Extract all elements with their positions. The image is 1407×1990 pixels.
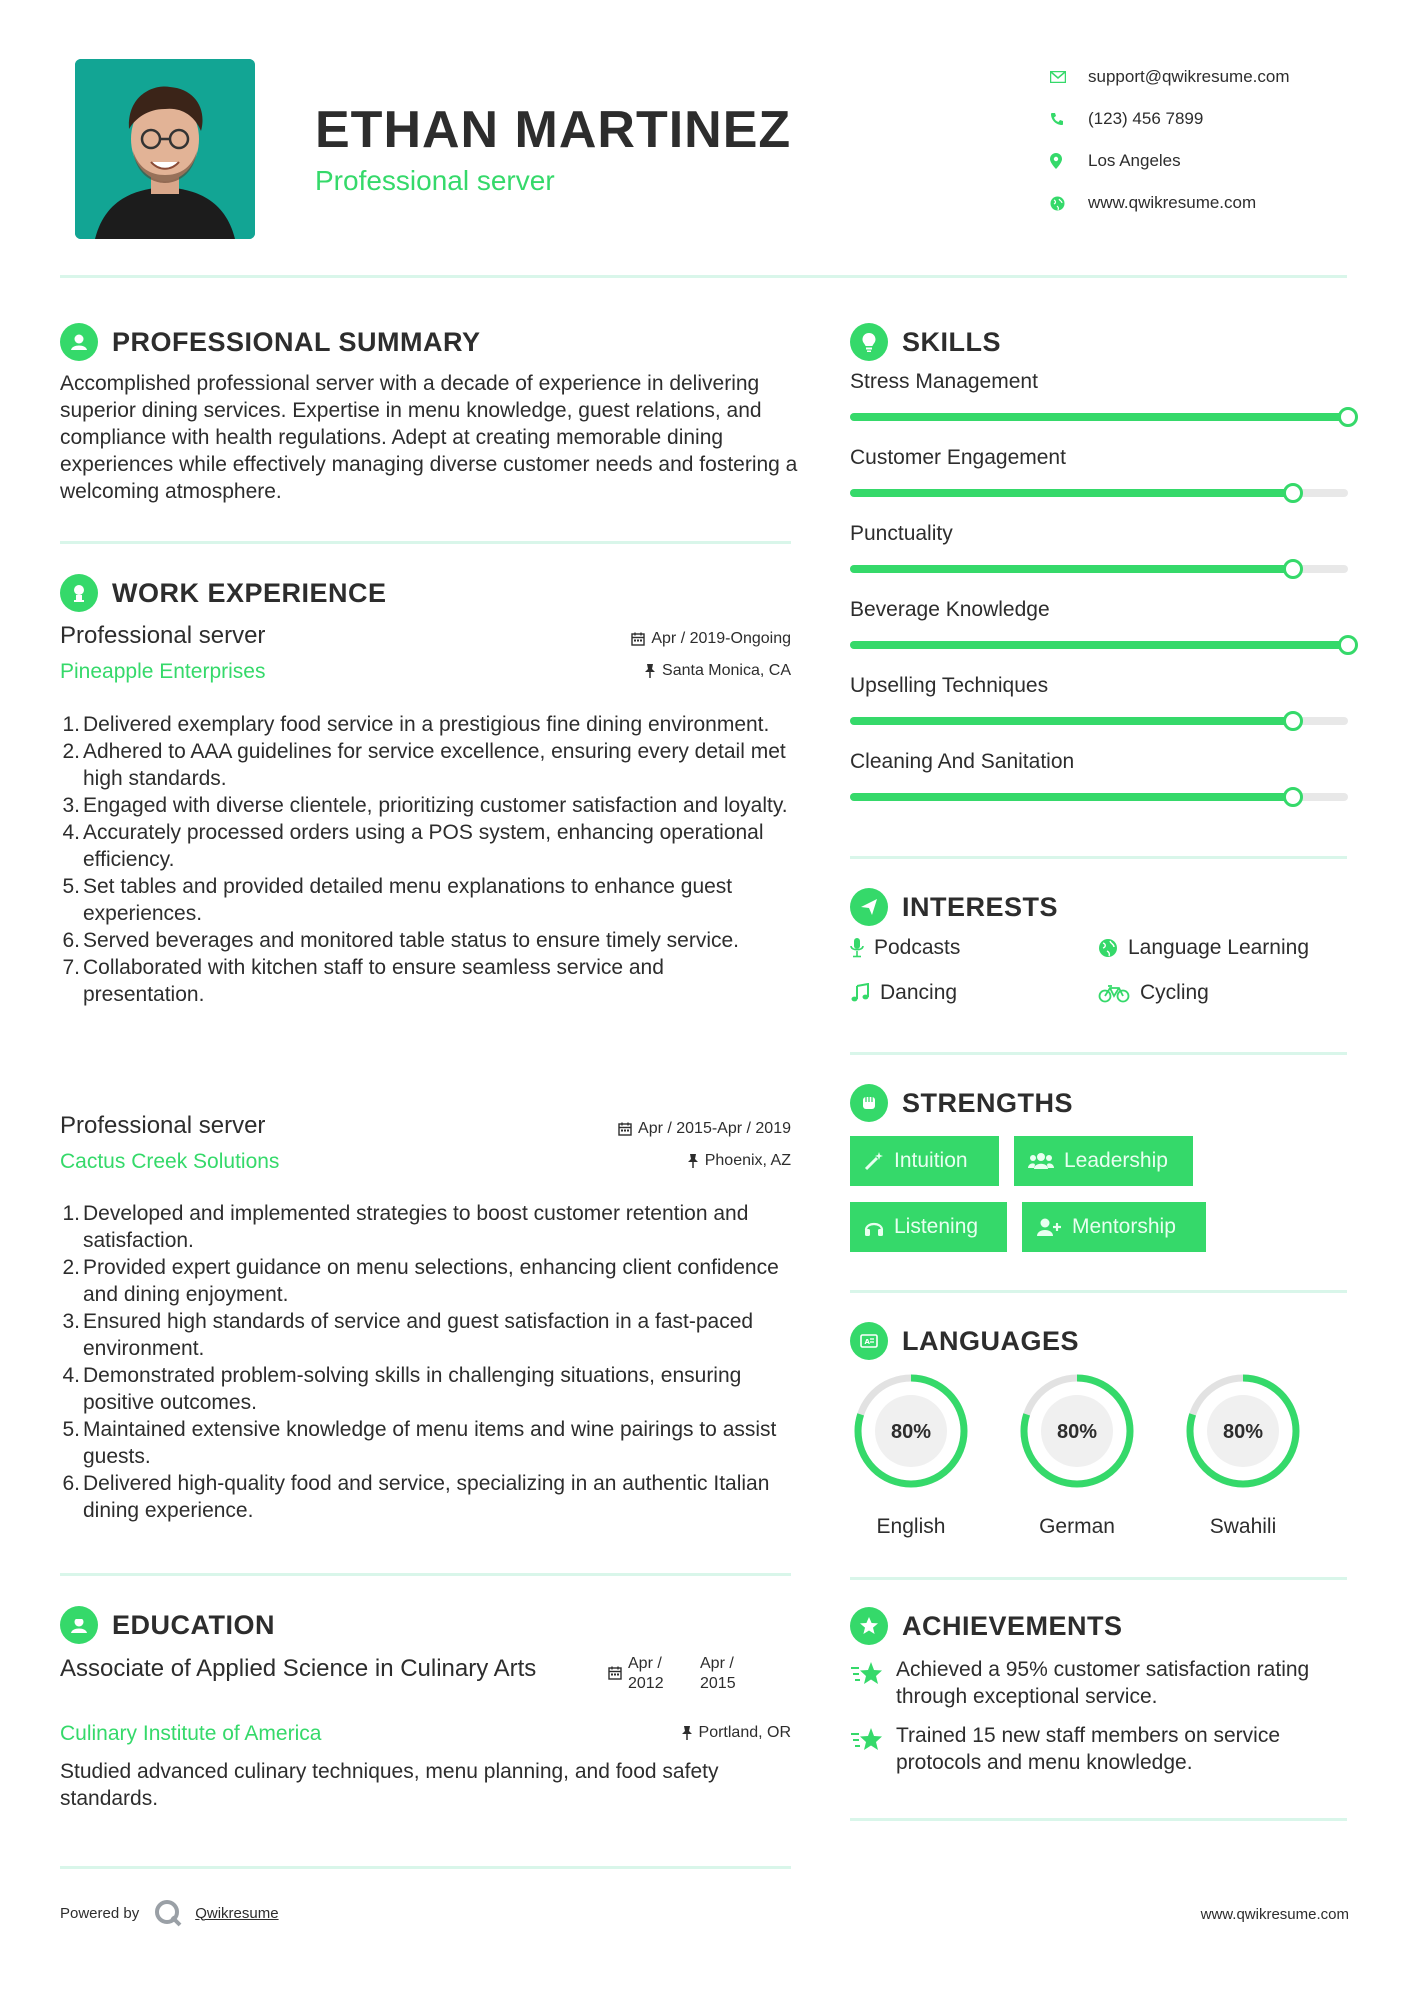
calendar-icon	[608, 1666, 622, 1680]
fist-icon	[850, 1084, 888, 1122]
globe-icon	[1050, 196, 1088, 211]
language-label: Swahili	[1209, 1515, 1277, 1538]
list-item: 1. Developed and implemented strategies to boost customer retention and satisfaction.	[62, 1202, 749, 1252]
magic-wand-icon	[864, 1151, 884, 1171]
language-label: German	[1039, 1515, 1115, 1538]
achievements-header	[850, 1607, 1123, 1645]
skill-item	[850, 446, 1350, 470]
achievement-text: Achieved a 95% customer satisfaction rating through exceptional service.	[896, 1658, 1310, 1708]
music-icon	[850, 983, 870, 1003]
job-entry	[60, 1110, 791, 1524]
education-location-text: Portland, OR	[698, 1724, 791, 1741]
list-item: 6. Delivered high-quality food and service, specializing in an authentic Italian dining experience.	[62, 1472, 770, 1522]
education-divider	[60, 1866, 791, 1869]
job-dates-text: Apr / 2019-Ongoing	[651, 630, 791, 647]
strength-chip	[1014, 1136, 1193, 1186]
skills-divider	[850, 856, 1347, 859]
job-bullets	[60, 1200, 791, 1524]
candidate-role: Professional server	[315, 165, 555, 196]
footer-powered-label: Powered by	[60, 1904, 140, 1922]
skill-label: Cleaning And Sanitation	[850, 750, 1075, 773]
contact-website-text: www.qwikresume.com	[1088, 193, 1257, 212]
interest-label: Language Learning	[1128, 936, 1310, 959]
job-title: Professional server	[60, 622, 266, 649]
interest-label: Cycling	[1140, 981, 1209, 1004]
contact-email-text: support@qwikresume.com	[1088, 67, 1290, 86]
education-dates	[608, 1654, 750, 1694]
list-item: 2. Adhered to AAA guidelines for service excellence, ensuring every detail met high standards.	[62, 740, 786, 790]
experience-header	[60, 574, 387, 612]
skill-bar-knob	[1283, 711, 1303, 731]
contact-phone-text: (123) 456 7899	[1088, 109, 1204, 128]
job-title: Professional server	[60, 1112, 266, 1139]
pushpin-icon	[644, 664, 656, 678]
user-icon	[60, 323, 98, 361]
user-plus-icon	[1036, 1217, 1062, 1237]
list-item: 1. Delivered exemplary food service in a prestigious fine dining environment.	[62, 713, 770, 736]
skill-bar-track	[850, 565, 1348, 573]
calendar-icon	[631, 632, 645, 646]
graduation-icon	[60, 1606, 98, 1644]
language-ring	[846, 1366, 976, 1496]
strengths-title: STRENGTHS	[902, 1087, 1074, 1118]
skill-bar-fill	[850, 641, 1348, 649]
footer-brand-link[interactable]: Qwikresume	[195, 1904, 279, 1922]
skill-bar-track	[850, 717, 1348, 725]
skill-bar-fill	[850, 489, 1293, 497]
education-degree: Associate of Applied Science in Culinary Arts	[60, 1655, 537, 1682]
list-item: 5. Maintained extensive knowledge of menu items and wine pairings to assist guests.	[62, 1418, 777, 1468]
footer-url[interactable]: www.qwikresume.com	[1200, 1906, 1349, 1923]
job-location	[644, 662, 791, 680]
map-pin-icon	[1050, 153, 1088, 169]
skill-bar-knob	[1338, 407, 1358, 427]
list-item: 3. Engaged with diverse clientele, prioritizing customer satisfaction and loyalty.	[62, 794, 788, 817]
list-item: 4. Demonstrated problem-solving skills in challenging situations, ensuring positive outcomes.	[62, 1364, 742, 1414]
job-company: Pineapple Enterprises	[60, 660, 266, 683]
paper-plane-icon	[850, 888, 888, 926]
experience-divider	[60, 1573, 791, 1576]
skill-bar-track	[850, 793, 1348, 801]
contact-email[interactable]	[1050, 56, 1380, 98]
strength-label: Mentorship	[1072, 1215, 1176, 1238]
interest-item	[1098, 981, 1209, 1005]
language-ring	[1178, 1366, 1308, 1496]
strengths-header	[850, 1084, 1073, 1122]
header-divider	[60, 275, 1347, 278]
skill-bar-fill	[850, 413, 1348, 421]
strength-chip	[850, 1202, 1007, 1252]
list-item: 3. Ensured high standards of service and guest satisfaction in a fast-paced environment.	[62, 1310, 754, 1360]
job-bullets	[60, 711, 791, 1008]
skill-item	[850, 750, 1350, 774]
language-ring	[1012, 1366, 1142, 1496]
skill-bar-track	[850, 413, 1348, 421]
strengths-divider	[850, 1290, 1347, 1293]
interest-label: Dancing	[880, 981, 958, 1004]
skill-label: Upselling Techniques	[850, 674, 1049, 697]
globe-icon	[1098, 938, 1118, 958]
svg-text:A: A	[864, 1338, 870, 1346]
avatar	[75, 59, 255, 239]
skill-label: Punctuality	[850, 522, 953, 545]
phone-icon	[1050, 112, 1088, 126]
star-award-icon	[850, 1660, 886, 1688]
interests-title: INTERESTS	[902, 891, 1059, 922]
achievement-item	[850, 1722, 1350, 1776]
skill-bar-fill	[850, 717, 1293, 725]
language-item	[1012, 1366, 1142, 1539]
briefcase-icon	[60, 574, 98, 612]
achievements-divider	[850, 1818, 1347, 1821]
education-end: Apr / 2015	[700, 1655, 736, 1692]
language-percent: 80%	[1056, 1421, 1098, 1443]
education-start: Apr / 2012	[628, 1655, 664, 1692]
job-dates-text: Apr / 2015-Apr / 2019	[638, 1120, 791, 1137]
job-location-text: Phoenix, AZ	[704, 1152, 791, 1169]
skill-bar-track	[850, 489, 1348, 497]
summary-header	[60, 323, 481, 361]
job-location	[687, 1152, 791, 1170]
skill-item	[850, 522, 1350, 546]
education-school: Culinary Institute of America	[60, 1722, 322, 1745]
experience-title: WORK EXPERIENCE	[112, 577, 387, 608]
skill-bar-knob	[1338, 635, 1358, 655]
job-entry	[60, 620, 791, 1008]
lightbulb-icon	[850, 323, 888, 361]
skill-label: Stress Management	[850, 370, 1038, 393]
education-entry	[60, 1654, 791, 1810]
interest-label: Podcasts	[874, 936, 961, 959]
skill-item	[850, 598, 1350, 622]
strength-label: Leadership	[1064, 1149, 1168, 1172]
skill-item	[850, 674, 1350, 698]
achievement-item	[850, 1656, 1350, 1710]
skill-bar-knob	[1283, 483, 1303, 503]
summary-text: Accomplished professional server with a decade of experience in delivering superior dining services. Expertise in menu knowledge, guest relations, and compliance with health regulations. Adept at creating memorable dining experiences while effectively managing diverse customer needs and fostering a welcoming atmosphere.	[60, 372, 798, 503]
skill-bar-fill	[850, 565, 1293, 573]
candidate-name: ETHAN MARTINEZ	[315, 101, 792, 159]
education-location	[681, 1724, 791, 1742]
contact-list	[1050, 56, 1380, 224]
language-label: English	[876, 1515, 946, 1538]
summary-divider	[60, 541, 791, 544]
job-company: Cactus Creek Solutions	[60, 1150, 280, 1173]
users-icon	[1028, 1151, 1054, 1171]
list-item: 2. Provided expert guidance on menu selections, enhancing client confidence and dining enjoyment.	[62, 1256, 779, 1306]
list-item: 6. Served beverages and monitored table status to ensure timely service.	[62, 929, 740, 952]
skill-bar-track	[850, 641, 1348, 649]
languages-title: LANGUAGES	[902, 1325, 1080, 1356]
list-item: 5. Set tables and provided detailed menu explanations to enhance guest experiences.	[62, 875, 733, 925]
skill-label: Customer Engagement	[850, 446, 1066, 469]
star-icon	[850, 1607, 888, 1645]
job-dates	[618, 1120, 791, 1138]
strength-label: Listening	[894, 1215, 979, 1238]
headphones-icon	[864, 1217, 884, 1237]
envelope-icon	[1050, 71, 1088, 83]
skill-label: Beverage Knowledge	[850, 598, 1050, 621]
skills-header	[850, 323, 1001, 361]
interests-header	[850, 888, 1058, 926]
languages-divider	[850, 1577, 1347, 1580]
calendar-icon	[618, 1122, 632, 1136]
contact-location	[1050, 140, 1380, 182]
skill-bar-fill	[850, 793, 1293, 801]
language-icon	[850, 1322, 888, 1360]
pushpin-icon	[681, 1726, 693, 1740]
achievement-text: Trained 15 new staff members on service protocols and menu knowledge.	[896, 1724, 1281, 1774]
achievements-title: ACHIEVEMENTS	[902, 1610, 1123, 1641]
job-dates	[631, 630, 791, 648]
skills-title: SKILLS	[902, 326, 1002, 357]
skill-bar-knob	[1283, 787, 1303, 807]
job-location-text: Santa Monica, CA	[662, 662, 791, 679]
education-header	[60, 1606, 275, 1644]
strength-label: Intuition	[894, 1149, 968, 1172]
language-item	[846, 1366, 976, 1539]
language-item	[1178, 1366, 1308, 1539]
footer-powered-by	[60, 1898, 279, 1928]
skill-item	[850, 370, 1350, 394]
summary-title: PROFESSIONAL SUMMARY	[112, 326, 481, 357]
microphone-icon	[850, 938, 864, 958]
strength-chip	[850, 1136, 999, 1186]
interest-item	[1098, 936, 1309, 960]
interest-item	[850, 981, 957, 1005]
interests-divider	[850, 1052, 1347, 1055]
languages-header	[850, 1322, 1079, 1360]
language-percent: 80%	[890, 1421, 932, 1443]
strength-chip	[1022, 1202, 1206, 1252]
list-item: 4. Accurately processed orders using a POS system, enhancing operational efficiency.	[62, 821, 764, 871]
qwikresume-logo-icon	[153, 1898, 183, 1928]
education-description: Studied advanced culinary techniques, menu planning, and food safety standards.	[60, 1760, 719, 1810]
contact-phone[interactable]	[1050, 98, 1380, 140]
education-title: EDUCATION	[112, 1609, 275, 1640]
bicycle-icon	[1098, 983, 1130, 1003]
contact-location-text: Los Angeles	[1088, 151, 1181, 170]
interest-item	[850, 936, 960, 960]
contact-website[interactable]	[1050, 182, 1380, 224]
star-award-icon	[850, 1726, 886, 1754]
list-item: 7. Collaborated with kitchen staff to ensure seamless service and presentation.	[62, 956, 664, 1006]
language-percent: 80%	[1222, 1421, 1264, 1443]
pushpin-icon	[687, 1154, 699, 1168]
skill-bar-knob	[1283, 559, 1303, 579]
